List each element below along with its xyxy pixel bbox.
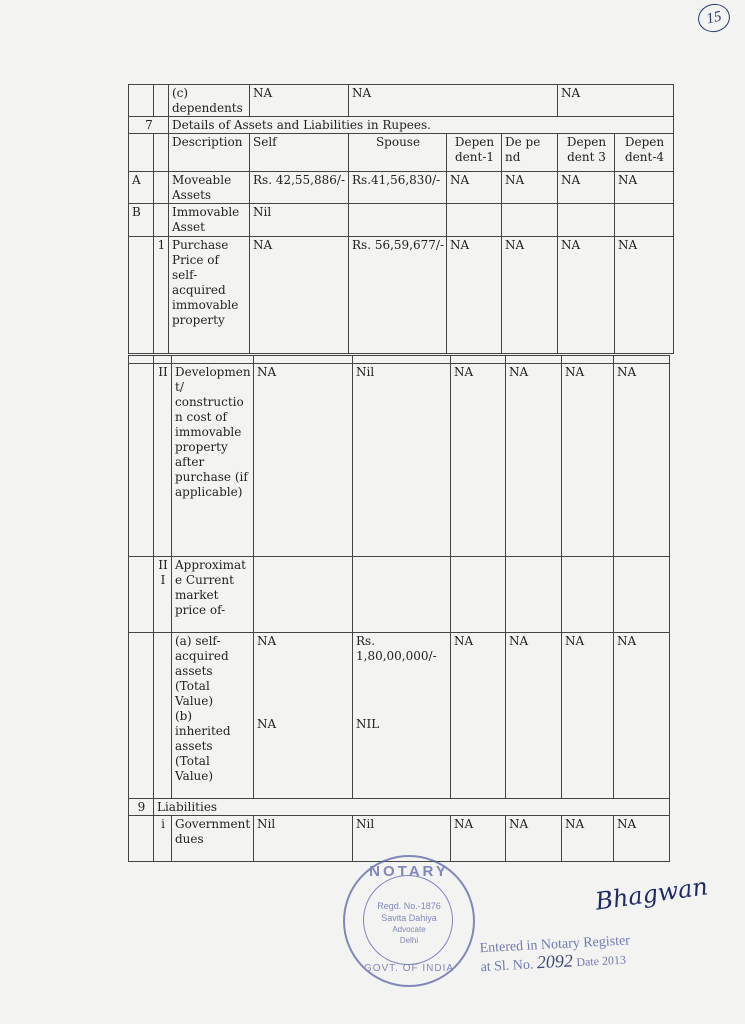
- notary-stamp: [343, 855, 475, 987]
- dep3-value: NA: [562, 816, 614, 862]
- row-code: A: [129, 172, 154, 204]
- row-1-purchase-price: [129, 237, 674, 354]
- header-dependent-1: Depen dent-1: [447, 134, 502, 172]
- spouse-values: [353, 633, 451, 799]
- column-header-row: [129, 134, 674, 172]
- row-label: Government dues: [172, 816, 254, 862]
- row-iii-market-price: [129, 557, 670, 633]
- self-value: Nil: [254, 816, 353, 862]
- dep2-value: NA: [502, 237, 558, 354]
- self-acquired-self: NA: [257, 634, 277, 648]
- row-c-dependents: [129, 85, 674, 117]
- self-acquired-spouse: Rs. 1,80,00,000/-: [356, 634, 437, 663]
- page-number: 15: [695, 1, 732, 35]
- self-value: NA: [250, 237, 349, 354]
- row-label: (c) dependents: [169, 85, 250, 117]
- dep1-value: NA: [451, 364, 506, 557]
- stamp-title: NOTARY: [369, 863, 449, 880]
- row-spacer: [129, 356, 670, 364]
- stamp-name: Savita Dahiya: [381, 913, 437, 923]
- row-label: Purchase Price of self-acquired immovable property: [169, 237, 250, 354]
- assets-table-part2: [128, 355, 670, 862]
- stamp-reg-no: Regd. No.-1876: [377, 901, 441, 911]
- self-values: [254, 633, 353, 799]
- row-ii-development: [129, 364, 670, 557]
- row-i-government-dues: [129, 816, 670, 862]
- dep2-value: NA: [506, 816, 562, 862]
- row-label: Moveable Assets: [169, 172, 250, 204]
- header-dependent-2: De pe nd: [502, 134, 558, 172]
- row-label: Development/ construction cost of immovable property after purchase (if applicable): [172, 364, 254, 557]
- row-code: 1: [154, 237, 169, 354]
- dep3-value: NA: [562, 364, 614, 557]
- header-dependent-3: Depen dent 3: [558, 134, 615, 172]
- header-description: Description: [169, 134, 250, 172]
- section-9-heading-row: [129, 799, 670, 816]
- row-label: Approximate Current market price of-: [172, 557, 254, 633]
- assets-table-part1: [128, 84, 674, 354]
- dep2-value: NA: [506, 633, 562, 799]
- row-code: B: [129, 204, 154, 237]
- dep3-value: NA: [558, 237, 615, 354]
- entered-serial: 2092: [536, 950, 574, 973]
- signature: Bhagwan: [593, 872, 710, 916]
- label-inherited: (b) inherited assets (Total Value): [175, 709, 231, 783]
- stamp-bottom: GOVT. OF INDIA: [363, 963, 455, 974]
- spouse-value: Rs. 56,59,677/-: [349, 237, 447, 354]
- dep4-value: NA: [614, 816, 670, 862]
- self-value: NA: [254, 364, 353, 557]
- dependent-value: NA: [558, 85, 674, 117]
- section-heading: Liabilities: [154, 799, 670, 816]
- dep4-value: NA: [615, 172, 674, 204]
- entered-date: Date 2013: [576, 952, 627, 970]
- row-label: Immovable Asset: [169, 204, 250, 237]
- header-dependent-4: Depen dent-4: [615, 134, 674, 172]
- self-value: Rs. 42,55,886/-: [250, 172, 349, 204]
- dep3-value: NA: [558, 172, 615, 204]
- header-spouse: Spouse: [349, 134, 447, 172]
- spouse-value: NA: [349, 85, 558, 117]
- section-number: 9: [129, 799, 154, 816]
- header-self: Self: [250, 134, 349, 172]
- dep4-value: NA: [615, 237, 674, 354]
- inherited-self: NA: [257, 717, 277, 731]
- row-a-moveable: [129, 172, 674, 204]
- row-b-immovable: [129, 204, 674, 237]
- stamp-role: Advocate: [392, 925, 426, 934]
- row-code: i: [154, 816, 172, 862]
- row-label: [172, 633, 254, 799]
- label-self-acquired: (a) self-acquired assets (Total Value): [175, 634, 229, 708]
- row-iii-ab-values: [129, 633, 670, 799]
- dep4-value: NA: [614, 633, 670, 799]
- self-value: Nil: [250, 204, 349, 237]
- notary-register-entry: [479, 930, 681, 976]
- row-code: II: [154, 364, 172, 557]
- dep1-value: NA: [447, 172, 502, 204]
- section-number: 7: [129, 117, 169, 134]
- dep1-value: NA: [451, 633, 506, 799]
- section-heading: Details of Assets and Liabilities in Rupees.: [169, 117, 674, 134]
- inherited-spouse: NIL: [356, 717, 380, 731]
- self-value: NA: [250, 85, 349, 117]
- dep1-value: NA: [451, 816, 506, 862]
- row-code: III: [154, 557, 172, 633]
- dep4-value: NA: [614, 364, 670, 557]
- stamp-city: Delhi: [399, 936, 419, 945]
- spouse-value: Rs.41,56,830/-: [349, 172, 447, 204]
- entered-sl-label: at Sl. No.: [480, 957, 534, 976]
- spouse-value: Nil: [353, 364, 451, 557]
- entered-line1: Entered in Notary Register: [479, 933, 631, 957]
- dep2-value: NA: [502, 172, 558, 204]
- section-7-heading-row: [129, 117, 674, 134]
- dep3-value: NA: [562, 633, 614, 799]
- dep1-value: NA: [447, 237, 502, 354]
- spouse-value: Nil: [353, 816, 451, 862]
- dep2-value: NA: [506, 364, 562, 557]
